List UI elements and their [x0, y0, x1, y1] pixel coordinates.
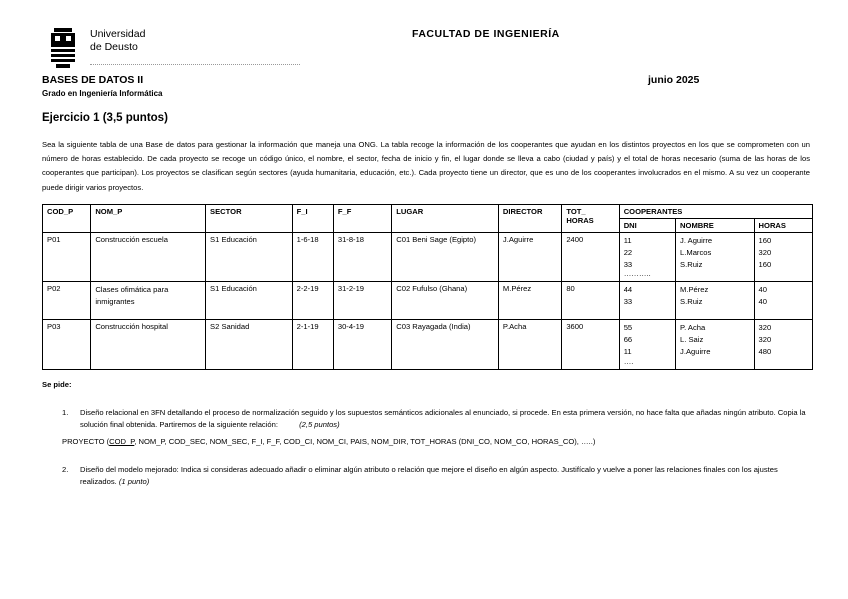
- horas-value: 40: [758, 297, 767, 306]
- dni-value: 33: [623, 260, 633, 269]
- relation-definition: [62, 437, 595, 446]
- projects-table: [42, 204, 813, 370]
- horas-value: 320: [758, 248, 772, 257]
- dni-value: 66: [623, 335, 633, 344]
- horas-value: 40: [758, 285, 767, 294]
- cell-f-f: 30-4-19: [333, 320, 391, 370]
- col-f-i: F_I: [292, 205, 333, 233]
- dni-ellipsis: ………..: [623, 269, 651, 278]
- question-1-text: Diseño relacional en 3FN detallando el proceso de normalización seguido y los supuestos semánticos adicionales al enunciado, si procede. En esta primera versión, no hace falta que añadas ningún atributo. Copia la solución final obtenida. Partiremos de la siguiente relación:: [80, 408, 806, 429]
- dni-value: 44: [623, 285, 633, 294]
- question-2-points: (1 punto): [118, 477, 150, 486]
- question-2: [62, 464, 810, 488]
- cell-tot-horas: 2400: [562, 233, 619, 282]
- nombre-value: L.Marcos: [680, 248, 712, 257]
- cell-nombre: [676, 233, 755, 282]
- dni-ellipsis: ….: [623, 357, 634, 366]
- table-row: [43, 320, 813, 370]
- dni-value: 22: [623, 248, 633, 257]
- cell-cod-p: P02: [43, 282, 91, 320]
- nombre-value: J.Aguirre: [680, 347, 711, 356]
- cell-tot-horas: 80: [562, 282, 619, 320]
- cell-director: M.Pérez: [498, 282, 561, 320]
- table-row: [43, 282, 813, 320]
- horas-value: 320: [758, 323, 772, 332]
- cell-dni: [619, 320, 675, 370]
- col-horas: HORAS: [754, 219, 812, 233]
- cell-f-f: 31-2-19: [333, 282, 391, 320]
- question-1-points: (2,5 puntos): [299, 420, 340, 429]
- cell-cod-p: P01: [43, 233, 91, 282]
- cell-dni: [619, 233, 675, 282]
- dni-value: 11: [623, 236, 632, 245]
- cell-f-i: 2-2-19: [292, 282, 333, 320]
- col-director: DIRECTOR: [498, 205, 561, 233]
- cell-f-i: 2-1-19: [292, 320, 333, 370]
- cell-director: P.Acha: [498, 320, 561, 370]
- header-divider: [90, 60, 300, 65]
- nombre-value: S.Ruiz: [680, 260, 703, 269]
- cell-lugar: C03 Rayagada (India): [392, 320, 499, 370]
- cell-director: J.Aguirre: [498, 233, 561, 282]
- horas-value: 160: [758, 260, 772, 269]
- faculty-title: FACULTAD DE INGENIERÍA: [412, 28, 560, 40]
- cell-horas: [754, 233, 812, 282]
- dni-value: 11: [623, 347, 632, 356]
- col-cod-p: COD_P: [43, 205, 91, 233]
- exam-date: junio 2025: [648, 74, 700, 86]
- col-nombre: NOMBRE: [676, 219, 755, 233]
- question-2-number: 2.: [62, 465, 69, 474]
- cell-f-f: 31-8-18: [333, 233, 391, 282]
- cell-horas: [754, 320, 812, 370]
- col-cooperantes: COOPERANTES: [619, 205, 812, 219]
- university-line2: de Deusto: [90, 41, 138, 53]
- cell-sector: S2 Sanidad: [206, 320, 293, 370]
- col-sector: SECTOR: [206, 205, 293, 233]
- relation-primary-key: COD_P: [109, 437, 135, 446]
- cell-cod-p: P03: [43, 320, 91, 370]
- cell-f-i: 1-6-18: [292, 233, 333, 282]
- cell-tot-horas: 3600: [562, 320, 619, 370]
- cell-lugar: C01 Beni Sage (Egipto): [392, 233, 499, 282]
- nombre-value: S.Ruiz: [680, 297, 703, 306]
- col-tot-horas-line2: HORAS: [566, 216, 594, 225]
- cell-nom-p: Clases ofimática para inmigrantes: [91, 282, 206, 320]
- horas-value: 480: [758, 347, 772, 356]
- col-f-f: F_F: [333, 205, 391, 233]
- cell-nombre: [676, 282, 755, 320]
- question-2-text: Diseño del modelo mejorado: Indica si consideras adecuado añadir o eliminar algún atributo o relación que mejore el diseño en algún aspecto. Justifícalo y vuelve a poner las relaciones finales con los ajustes realizados.: [80, 465, 778, 486]
- relation-prefix: PROYECTO (: [62, 437, 110, 446]
- nombre-value: P. Acha: [680, 323, 706, 332]
- dni-value: 33: [623, 297, 633, 306]
- course-title: BASES DE DATOS II: [42, 74, 144, 86]
- nombre-value: L. Saiz: [680, 335, 704, 344]
- university-name: [90, 28, 145, 54]
- col-tot-horas: [562, 205, 619, 233]
- table-header-row: [43, 205, 813, 219]
- exercise-intro: Sea la siguiente tabla de una Base de datos para gestionar la información que maneja una ONG. La tabla recoge la información de los cooperantes que ayudan en los distintos proyectos en los que se comprometen con un número de horas establecido. De cada proyecto se recoge un código único, el nombre, el sector, fecha de inicio y fin, el lugar donde se lleva a cabo (ciudad y país) y el total de horas necesario (suma de las horas de los cooperantes que participan). Los proyectos se clasifican según sectores (ayuda humanitaria, educación, etc.). Cada proyecto tiene un director, que es uno de los cooperantes involucrados en el mismo. A su vez un cooperante puede dirigir varios proyectos.: [42, 140, 810, 192]
- col-tot-horas-line1: TOT_: [566, 207, 586, 216]
- university-line1: Universidad: [90, 28, 146, 40]
- cell-dni: [619, 282, 675, 320]
- cell-sector: S1 Educación: [206, 282, 293, 320]
- horas-value: 160: [758, 236, 772, 245]
- degree-name: Grado en Ingeniería Informática: [42, 89, 163, 98]
- cell-nombre: [676, 320, 755, 370]
- col-lugar: LUGAR: [392, 205, 499, 233]
- nombre-value: J. Aguirre: [680, 236, 713, 245]
- cell-horas: [754, 282, 812, 320]
- col-nom-p: NOM_P: [91, 205, 206, 233]
- cell-sector: S1 Educación: [206, 233, 293, 282]
- university-logo: [48, 28, 78, 68]
- col-dni: DNI: [619, 219, 675, 233]
- dni-value: 55: [623, 323, 633, 332]
- question-1: [62, 407, 810, 431]
- ask-label: Se pide:: [42, 380, 72, 389]
- cell-lugar: C02 Fufulso (Ghana): [392, 282, 499, 320]
- question-1-number: 1.: [62, 408, 69, 417]
- nombre-value: M.Pérez: [680, 285, 709, 294]
- table-row: [43, 233, 813, 282]
- relation-attributes: , NOM_P, COD_SEC, NOM_SEC, F_I, F_F, COD_CI, NOM_CI, PAIS, NOM_DIR, TOT_HORAS (DNI_CO, NOM_CO, HORAS_CO), …..): [134, 437, 596, 446]
- exercise-title: Ejercicio 1 (3,5 puntos): [42, 112, 168, 124]
- horas-value: 320: [758, 335, 772, 344]
- cell-nom-p: Construcción escuela: [91, 233, 206, 282]
- cell-nom-p: Construcción hospital: [91, 320, 206, 370]
